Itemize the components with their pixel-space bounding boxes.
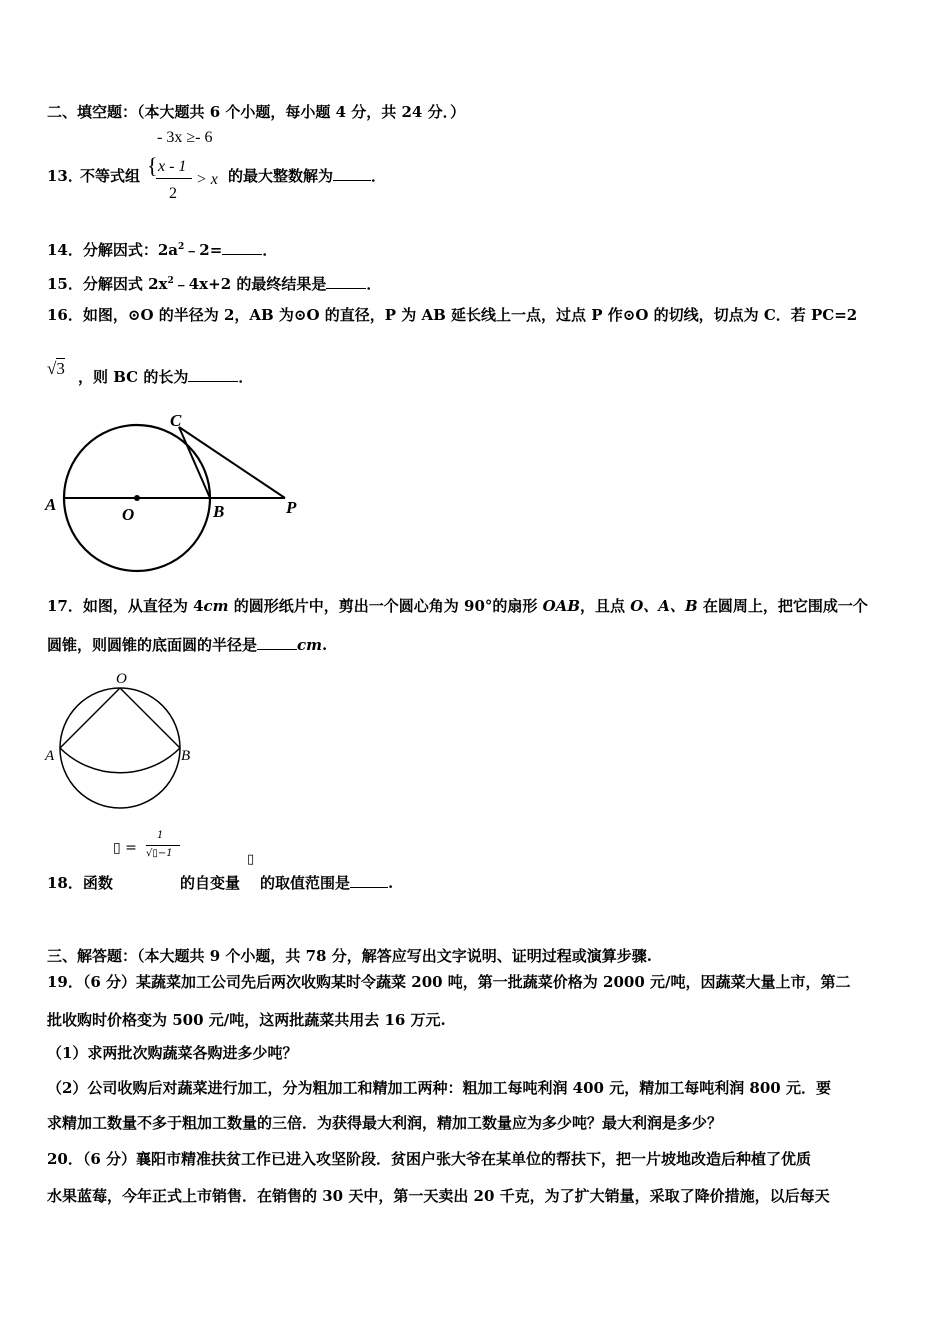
q16-answer-blank [188,367,238,382]
q13-fraction-denominator: 2 [169,185,177,202]
q17-line-1 [47,596,868,616]
sqrt-sign-icon: √ [47,359,57,378]
q18-formula-bar [146,845,180,846]
q13-question [228,166,386,186]
q17-radius-oa [60,688,120,748]
q18-formula-lhs: ▯ = [113,840,137,856]
q14-text-post: ﹣2= [184,241,223,259]
q17-text-d: 在圆周上，把它围成一个 [697,597,868,615]
q18-variable-glyph: ▯ [247,852,255,867]
q15-line [47,271,381,294]
q19-line-2: 批收购时价格变为 500 元/吨，这两批蔬菜共用去 16 万元. [47,1011,446,1029]
q15-text-pre: 15．分解因式 2x [47,275,168,293]
q15-end: ． [366,275,382,293]
q20-line-1: 20．（6 分）襄阳市精准扶贫工作已进入攻坚阶段．贫困户张大爷在某单位的帮扶下，把一片坡地改造后种植了优质 [47,1150,812,1168]
q16-line-1: 16．如图，⊙O 的半径为 2，AB 为⊙O 的直径，P 为 AB 延长线上一点，过点 P 作⊙O 的切线，切点为 C．若 PC=2 [47,306,858,324]
q13-answer-blank [333,166,371,181]
q18-formula-numerator: 1 [157,830,164,841]
section-3-heading: 三、解答题：（本大题共 9 个小题，共 78 分，解答应写出文字说明、证明过程或演算步骤. [47,947,652,965]
q18-end: . [388,874,394,892]
q18-number: 18．函数 [47,874,113,892]
q19-line-1: 19．（6 分）某蔬菜加工公司先后两次收购某时令蔬菜 200 吨，第一批蔬菜价格为 2000 元/吨，因蔬菜大量上市，第二 [47,973,851,991]
q17-line-2-text: 圆锥，则圆锥的底面圆的半径是 [47,636,258,654]
q17-label-a: A [45,748,55,764]
q17-label-b: B [181,748,191,764]
q16-label-c: C [170,411,182,430]
q17-sector-name: OAB [542,597,580,615]
q17-line-2 [47,635,327,655]
q17-points: O、A、B [630,597,698,615]
q14-end: ． [262,241,278,259]
q16-label-a: A [45,495,57,514]
q15-text-post: ﹣4x+2 的最终结果是 [173,275,327,293]
q17-circle [60,688,180,808]
q13-greater-than-x: > x [196,171,218,188]
q16-sqrt-radicand: 3 [56,359,65,378]
q17-radius-ob [120,688,180,748]
q18-answer-blank [350,873,388,888]
q13-end: ． [371,167,387,185]
q16-center-point [134,495,140,501]
q19-part-2-line-2: 求精加工数量不多于粗加工数量的三倍．为获得最大利润，精加工数量应为多少吨？最大利润是多少？ [47,1114,723,1132]
q13-prefix: 不等式组 [80,167,141,185]
q17-label-o: O [116,671,127,687]
q20-line-2: 水果蓝莓，今年正式上市销售．在销售的 30 天中，第一天卖出 20 千克，为了扩大销量，采取了降价措施，以后每天 [47,1187,830,1205]
q17-answer-unit: cm [297,636,323,654]
q16-figure [40,410,320,585]
q17-answer-blank [257,635,297,650]
q14-exponent: 2 [178,242,185,252]
q13-fraction-bar [156,178,192,179]
q16-end: ． [238,368,254,386]
q17-unit-cm: cm [203,597,229,615]
q17-sector-arc [60,748,180,773]
q17-figure [40,668,210,813]
q14-line [47,237,277,260]
q14-answer-blank [222,240,262,255]
q13-fraction-numerator: x - 1 [158,158,187,175]
q18-question-text: 的取值范围是 [260,874,351,892]
q13-number: 13． [47,167,83,185]
q18-mid-text: 的自变量 [180,874,241,892]
q16-line-2-text: ，则 BC 的长为 [78,368,189,386]
section-2-heading: 二、填空题：（本大题共 6 个小题，每小题 4 分，共 24 分．） [47,103,466,121]
q17-text-b: 的圆形纸片中，剪出一个圆心角为 90°的扇形 [228,597,543,615]
q16-sqrt [47,359,65,379]
q16-label-p: P [286,498,297,517]
q15-answer-blank [326,274,366,289]
q13-inequality-1: - 3x ≥- 6 [157,129,213,146]
q14-text-pre: 14．分解因式：2a [47,241,179,259]
q13-brace: { [147,153,158,178]
q16-label-b: B [213,502,225,521]
q19-part-1: （1）求两批次购蔬菜各购进多少吨？ [47,1044,298,1062]
q18-formula-denominator: √▯−1 [146,848,173,859]
q17-end: . [322,636,328,654]
q17-text-a: 17．如图，从直径为 4 [47,597,204,615]
q13-question-text: 的最大整数解为 [228,167,334,185]
q16-line-2 [78,367,253,387]
q15-exponent: 2 [167,276,174,286]
q16-label-o: O [122,505,135,524]
q18-question [260,873,393,893]
q17-text-c: ，且点 [580,597,631,615]
q19-part-2-line-1: （2）公司收购后对蔬菜进行加工，分为粗加工和精加工两种：粗加工每吨利润 400 元，精加工每吨利润 800 元．要 [47,1079,831,1097]
